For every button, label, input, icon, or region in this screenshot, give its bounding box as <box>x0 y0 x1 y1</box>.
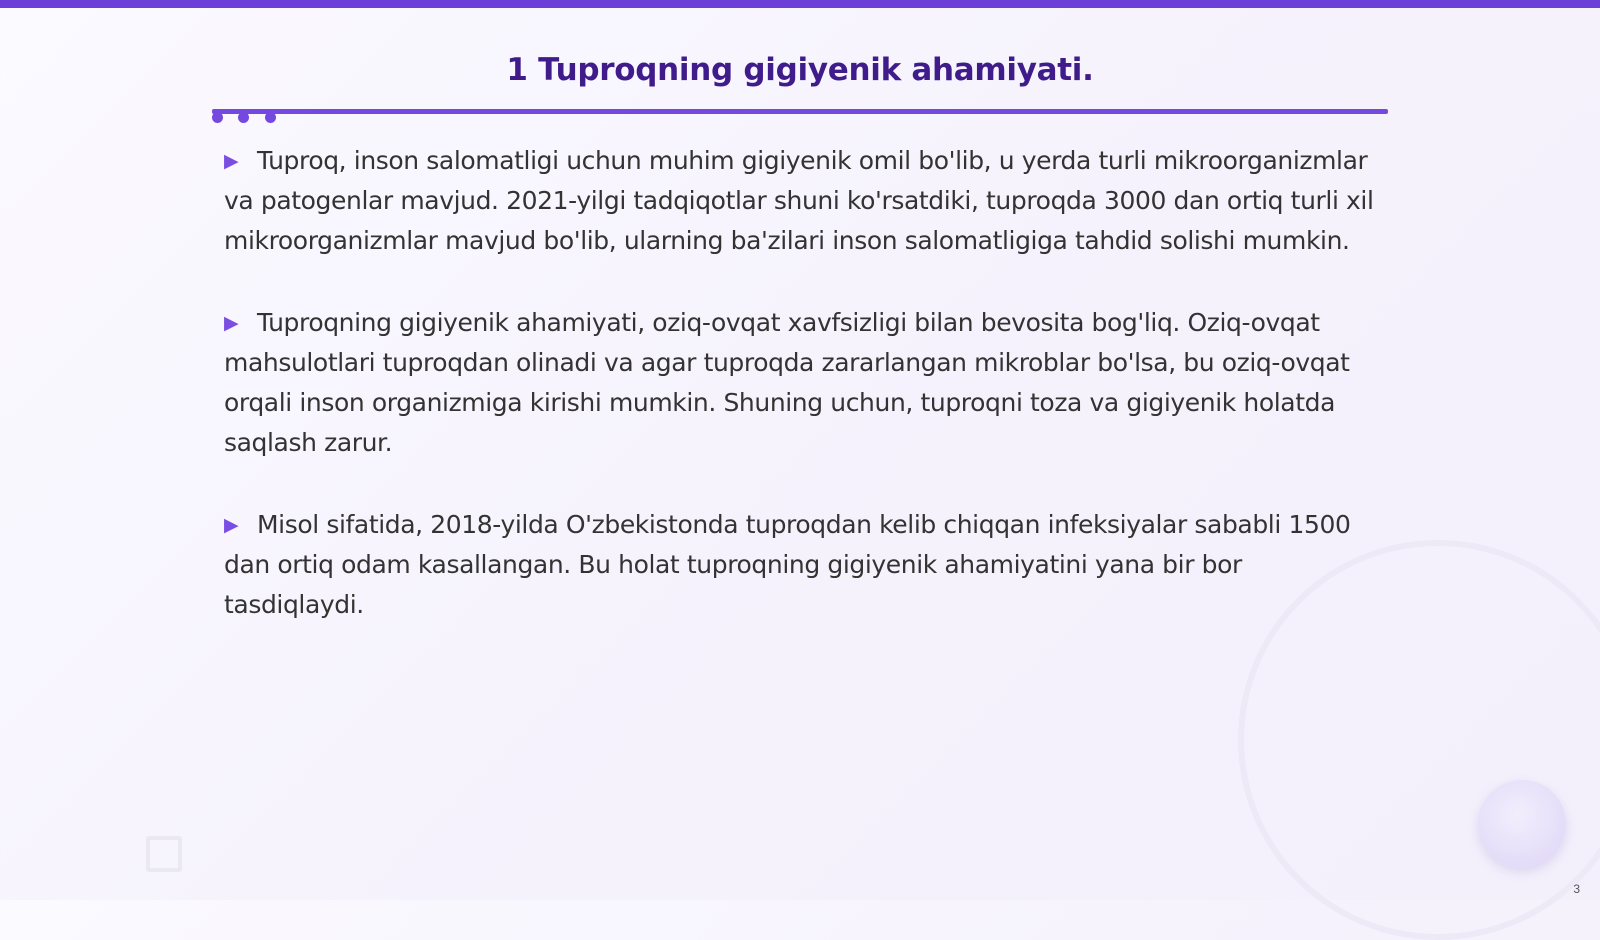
bullet-item <box>224 505 1374 625</box>
title-underline-dots <box>212 112 292 128</box>
top-accent-bar <box>0 0 1600 8</box>
decorative-dot <box>1478 780 1566 868</box>
underline-dot <box>265 112 276 123</box>
triangle-right-icon: ▶ <box>224 514 239 536</box>
slide-title: 1 Tuproqning gigiyenik ahamiyati. <box>506 52 1094 88</box>
decorative-square <box>146 836 182 872</box>
underline-dot <box>212 112 223 123</box>
triangle-right-icon: ▶ <box>224 312 239 334</box>
underline-dot <box>238 112 249 123</box>
triangle-right-icon: ▶ <box>224 150 239 172</box>
bullet-item <box>224 141 1374 261</box>
bullet-item <box>224 303 1374 463</box>
bullet-text: Tuproq, inson salomatligi uchun muhim gigiyenik omil bo'lib, u yerda turli mikroorganizmlar va patogenlar mavjud. 2021-yilgi tadqiqotlar shuni ko'rsatdiki, tuproqda 3000 dan ortiq turli xil mikroorganizmlar mavjud bo'lib, ularning ba'zilari inson salomatligiga tahdid solishi mumkin. <box>224 146 1374 255</box>
bullet-text: Misol sifatida, 2018-yilda O'zbekistonda tuproqdan kelib chiqqan infeksiyalar sababli 1500 dan ortiq odam kasallangan. Bu holat tuproqning gigiyenik ahamiyatini yana bir bor tasdiqlaydi. <box>224 510 1351 619</box>
page-number: 3 <box>1573 882 1580 896</box>
slide-body <box>224 141 1374 667</box>
title-underline <box>212 109 1388 114</box>
bullet-text: Tuproqning gigiyenik ahamiyati, oziq-ovqat xavfsizligi bilan bevosita bog'liq. Oziq-ovqat mahsulotlari tuproqdan olinadi va agar tuproqda zararlangan mikroblar bo'lsa, bu oziq-ovqat orqali inson organizmiga kirishi mumkin. Shuning uchun, tuproqni toza va gigiyenik holatda saqlash zarur. <box>224 308 1350 457</box>
